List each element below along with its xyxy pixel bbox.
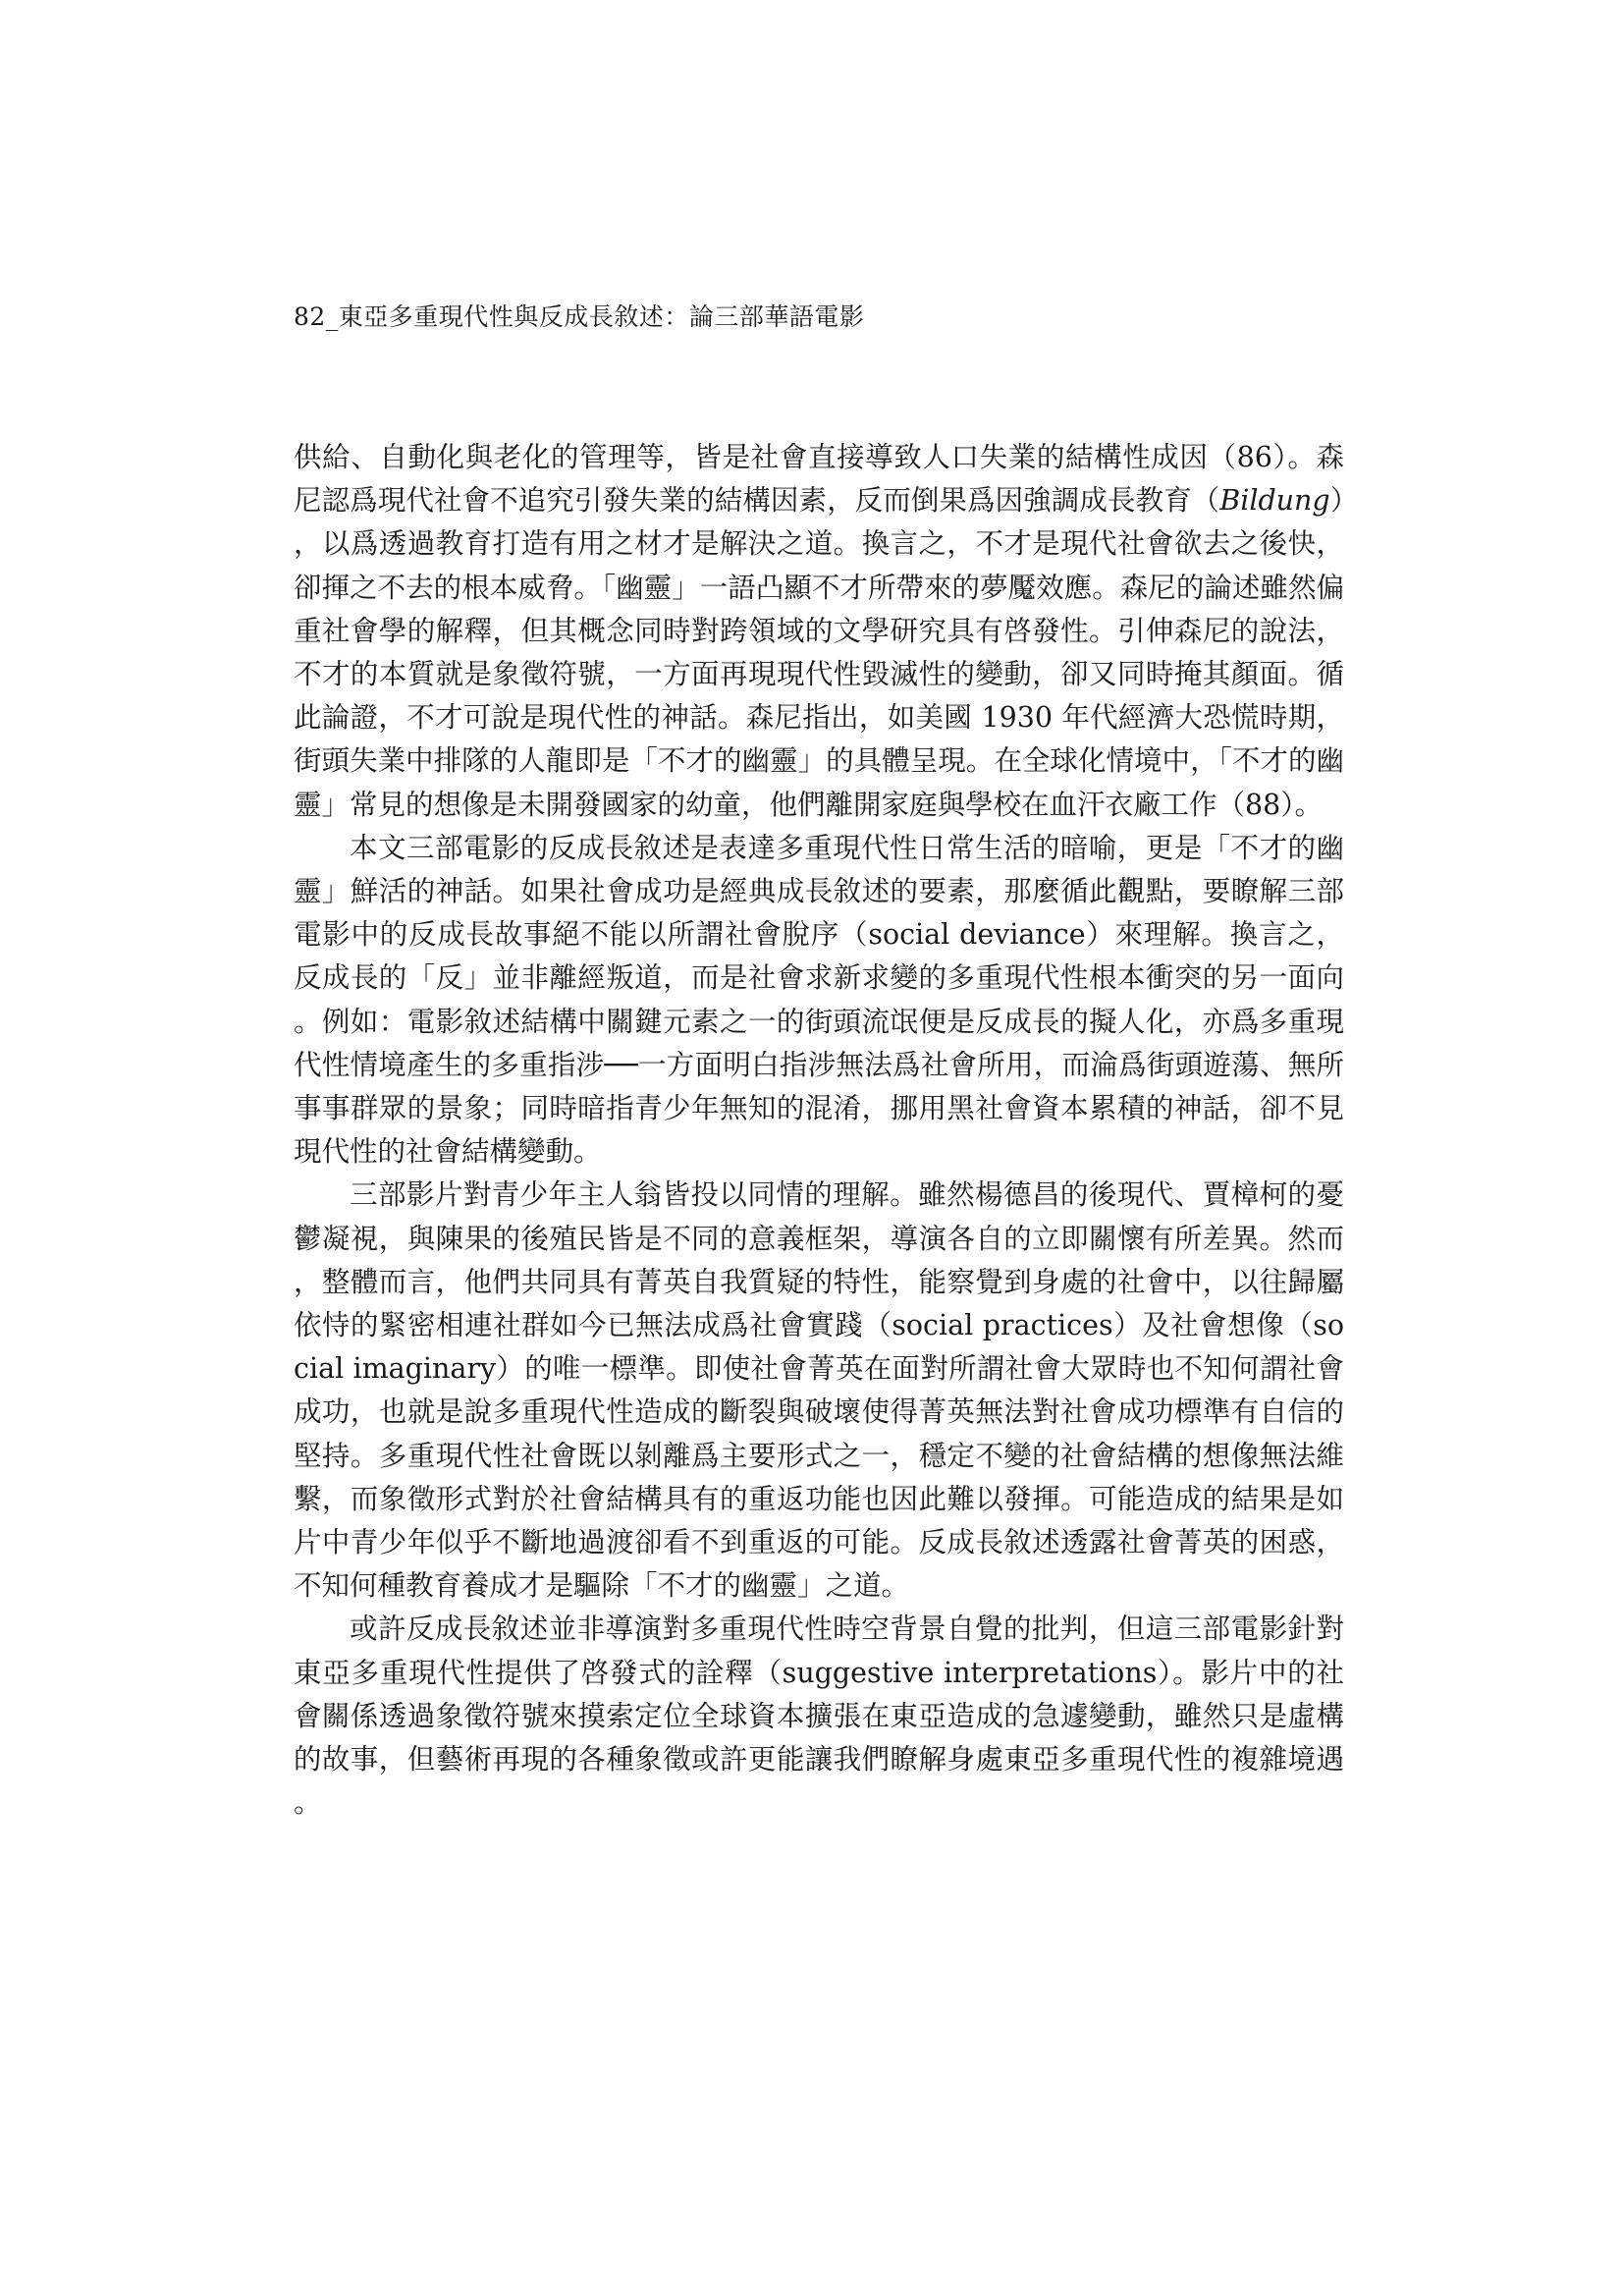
running-head: 82_東亞多重現代性與反成長敘述：論三部華語電影 bbox=[294, 302, 865, 331]
paragraph-3: 三部影片對青少年主人翁皆投以同情的理解。雖然楊德昌的後現代、賈樟柯的憂鬱凝視，與陳果的後殖民皆是不同的意義框架，導演各自的立即關懷有所差異。然而，整體而言，他們共同具有菁英自我質疑的特性，能察覺到身處的社會中，以往歸屬依恃的緊密相連社群如今已無法成爲社會實踐（social practices）及社會想像（social imaginary）的唯一標準。即使社會菁英在面對所謂社會大眾時也不知何謂社會成功，也就是說多重現代性造成的斷裂與破壞使得菁英無法對社會成功標準有自信的堅持。多重現代性社會既以剝離爲主要形式之一，穩定不變的社會結構的想像無法維繫，而象徵形式對於社會結構具有的重返功能也因此難以發揮。可能造成的結果是如片中青少年似乎不斷地過渡卻看不到重返的可能。反成長敘述透露社會菁英的困惑，不知何種教育養成才是驅除「不才的幽靈」之道。 bbox=[294, 1178, 1344, 1603]
paragraph-4: 或許反成長敘述並非導演對多重現代性時空背景自覺的批判，但這三部電影針對東亞多重現代性提供了啓發式的詮釋（suggestive interpretations）。影片中的社會關係透過象徵符號來摸索定位全球資本擴張在東亞造成的急遽變動，雖然只是虛構的故事，但藝術再現的各種象徵或許更能讓我們瞭解身處東亞多重現代性的複雜境遇。 bbox=[294, 1613, 1344, 1820]
paragraph-2: 本文三部電影的反成長敘述是表達多重現代性日常生活的暗喻，更是「不才的幽靈」鮮活的神話。如果社會成功是經典成長敘述的要素，那麼循此觀點，要瞭解三部電影中的反成長故事絕不能以所謂社會脫序（social deviance）來理解。換言之，反成長的「反」並非離經叛道，而是社會求新求變的多重現代性根本衝突的另一面向。例如：電影敘述結構中關鍵元素之一的街頭流氓便是反成長的擬人化，亦爲多重現代性情境產生的多重指涉──一方面明白指涉無法爲社會所用，而淪爲街頭遊蕩、無所事事群眾的景象；同時暗指青少年無知的混淆，挪用黑社會資本累積的神話，卻不見現代性的社會結構變動。 bbox=[294, 831, 1344, 1169]
term-bildung: Bildung bbox=[1219, 484, 1330, 518]
paragraph-1 bbox=[294, 436, 1344, 827]
paragraph-1-text-after: ），以爲透過教育打造有用之材才是解決之道。換言之，不才是現代社會欲去之後快，卻揮之不去的根本威脅。「幽靈」一語凸顯不才所帶來的夢魘效應。森尼的論述雖然偏重社會學的解釋，但其概念同時對跨領域的文學研究具有啓發性。引伸森尼的說法，不才的本質就是象徵符號，一方面再現現代性毀滅性的變動，卻又同時掩其顏面。循此論證，不才可說是現代性的神話。森尼指出，如美國 1930 年代經濟大恐慌時期，街頭失業中排隊的人龍即是「不才的幽靈」的具體呈現。在全球化情境中，「不才的幽靈」常見的想像是未開發國家的幼童，他們離開家庭與學校在血汗衣廠工作（88）。 bbox=[294, 484, 1344, 821]
paragraph-1-text-before: 供給、自動化與老化的管理等，皆是社會直接導致人口失業的結構性成因（86）。森尼認爲現代社會不追究引發失業的結構因素，反而倒果爲因強調成長教育（ bbox=[294, 441, 1344, 518]
body-text bbox=[294, 436, 1344, 1826]
